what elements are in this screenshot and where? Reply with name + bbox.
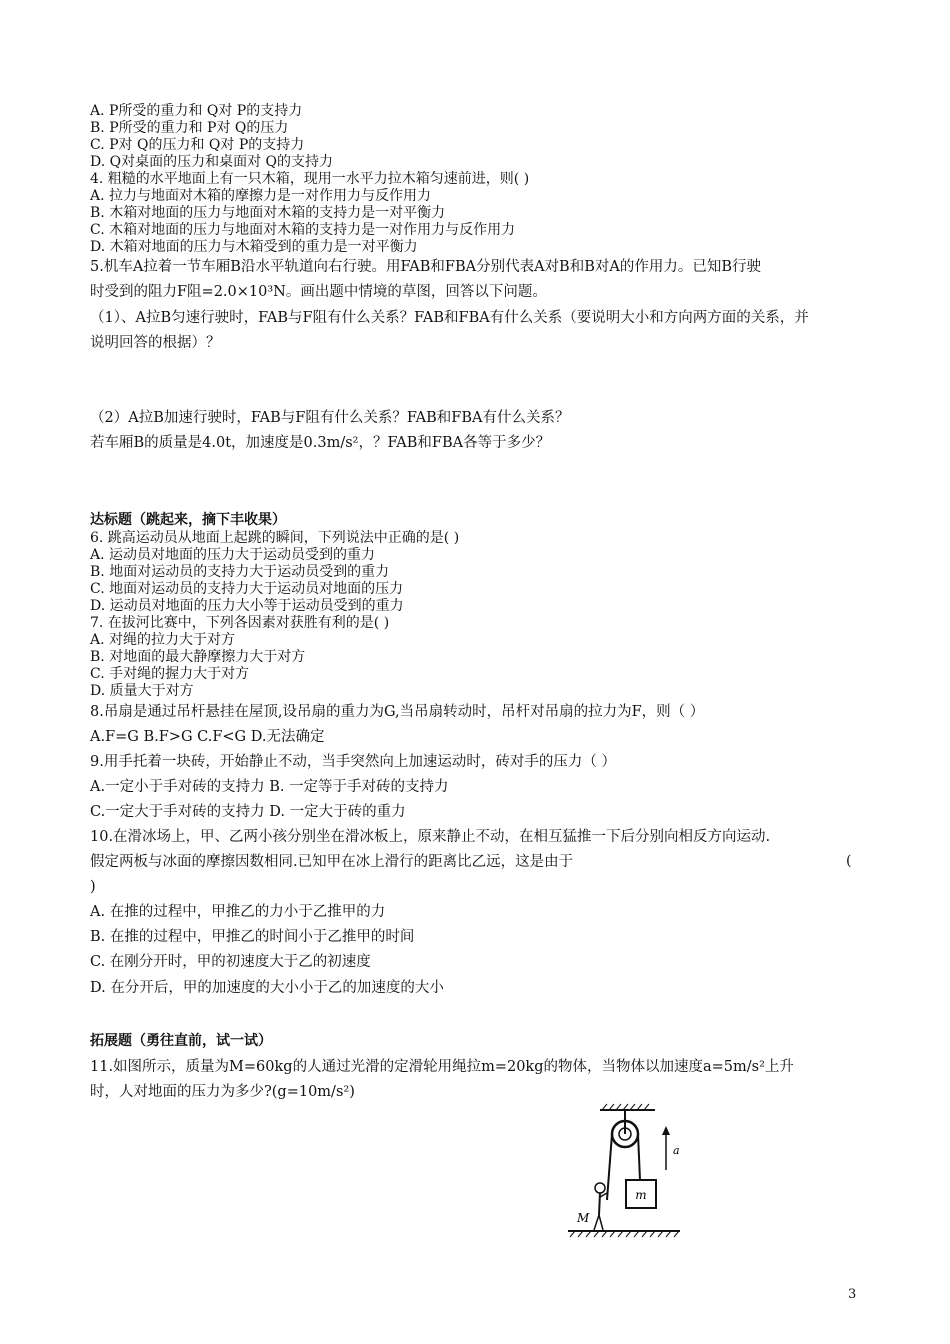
question-line: 时，人对地面的压力为多少?(g=10m/s²) xyxy=(90,1084,355,1100)
option-line: D. 运动员对地面的压力大小等于运动员受到的重力 xyxy=(90,598,404,614)
option-line: B. 地面对运动员的支持力大于运动员受到的重力 xyxy=(90,564,390,580)
option-line: C. 在刚分开时，甲的初速度大于乙的初速度 xyxy=(90,954,371,970)
option-line: B. 木箱对地面的压力与地面对木箱的支持力是一对平衡力 xyxy=(90,205,446,221)
question-line: 8.吊扇是通过吊杆悬挂在屋顶,设吊扇的重力为G,当吊扇转动时，吊杆对吊扇的拉力为F，则（ ） xyxy=(90,704,705,720)
option-line: B. 对地面的最大静摩擦力大于对方 xyxy=(90,649,306,665)
option-line: C. 地面对运动员的支持力大于运动员对地面的压力 xyxy=(90,581,404,597)
option-line: D. 在分开后，甲的加速度的大小小于乙的加速度的大小 xyxy=(90,980,444,996)
question-line: （2）A拉B加速行驶时，FAB与F阻有什么关系？FAB和FBA有什么关系？ xyxy=(90,410,570,426)
answer-paren-open: ( xyxy=(846,853,852,869)
answer-paren-close: ) xyxy=(90,879,96,895)
option-line: C.一定大于手对砖的支持力 D. 一定大于砖的重力 xyxy=(90,804,406,820)
option-line: B. 在推的过程中，甲推乙的时间小于乙推甲的时间 xyxy=(90,929,415,945)
question-line: 若车厢B的质量是4.0t，加速度是0.3m/s²，？FAB和FBA各等于多少？ xyxy=(90,435,551,451)
question-line: 说明回答的根据）？ xyxy=(90,335,221,351)
option-line: C. P对 Q的压力和 Q对 P的支持力 xyxy=(90,137,305,153)
question-line: 假定两板与冰面的摩擦因数相同.已知甲在冰上滑行的距离比乙远，这是由于 xyxy=(90,854,574,870)
mass-label: m xyxy=(635,1188,647,1202)
question-line: 7. 在拔河比赛中，下列各因素对获胜有利的是( ) xyxy=(90,615,390,631)
option-line: C. 木箱对地面的压力与地面对木箱的支持力是一对作用力与反作用力 xyxy=(90,222,516,238)
option-line: D. 质量大于对方 xyxy=(90,683,194,699)
option-line: A. 对绳的拉力大于对方 xyxy=(90,632,236,648)
accel-label: a xyxy=(673,1144,680,1157)
section-heading: 拓展题（勇往直前，试一试） xyxy=(90,1033,272,1049)
option-line: D. Q对桌面的压力和桌面对 Q的支持力 xyxy=(90,154,334,170)
question-line: 11.如图所示，质量为M=60kg的人通过光滑的定滑轮用绳拉m=20kg的物体，当物体以加速度a=5m/s²上升 xyxy=(90,1059,794,1075)
pulley-figure xyxy=(560,1100,690,1242)
person-label: M xyxy=(577,1211,590,1225)
question-line: 时受到的阻力F阻=2.0×10³N。画出题中情境的草图，回答以下问题。 xyxy=(90,284,547,300)
question-line: 5.机车A拉着一节车厢B沿水平轨道向右行驶。用FAB和FBA分别代表A对B和B对A的作用力。已知B行驶 xyxy=(90,259,761,275)
option-line: A.一定小于手对砖的支持力 B. 一定等于手对砖的支持力 xyxy=(90,779,449,795)
page-number: 3 xyxy=(848,1287,857,1302)
option-line: D. 木箱对地面的压力与木箱受到的重力是一对平衡力 xyxy=(90,239,418,255)
section-heading: 达标题（跳起来，摘下丰收果） xyxy=(90,512,286,528)
option-line: B. P所受的重力和 P对 Q的压力 xyxy=(90,120,289,136)
option-line: A. P所受的重力和 Q对 P的支持力 xyxy=(90,103,303,119)
option-line: A. 在推的过程中，甲推乙的力小于乙推甲的力 xyxy=(90,904,386,920)
question-line: 6. 跳高运动员从地面上起跳的瞬间，下列说法中正确的是( ) xyxy=(90,530,460,546)
question-line: 4. 粗糙的水平地面上有一只木箱，现用一水平力拉木箱匀速前进，则( ) xyxy=(90,171,530,187)
question-line: 9.用手托着一块砖，开始静止不动，当手突然向上加速运动时，砖对手的压力（ ） xyxy=(90,754,616,770)
option-line: A.F=G B.F>G C.F<G D.无法确定 xyxy=(90,729,325,745)
question-line: （1）、A拉B匀速行驶时，FAB与F阻有什么关系？FAB和FBA有什么关系（要说明大小和方向两方面的关系，并 xyxy=(90,310,809,326)
question-line: 10.在滑冰场上，甲、乙两小孩分别坐在滑冰板上，原来静止不动，在相互猛推一下后分别向相反方向运动. xyxy=(90,829,771,845)
option-line: A. 运动员对地面的压力大于运动员受到的重力 xyxy=(90,547,376,563)
option-line: C. 手对绳的握力大于对方 xyxy=(90,666,250,682)
option-line: A. 拉力与地面对木箱的摩擦力是一对作用力与反作用力 xyxy=(90,188,432,204)
